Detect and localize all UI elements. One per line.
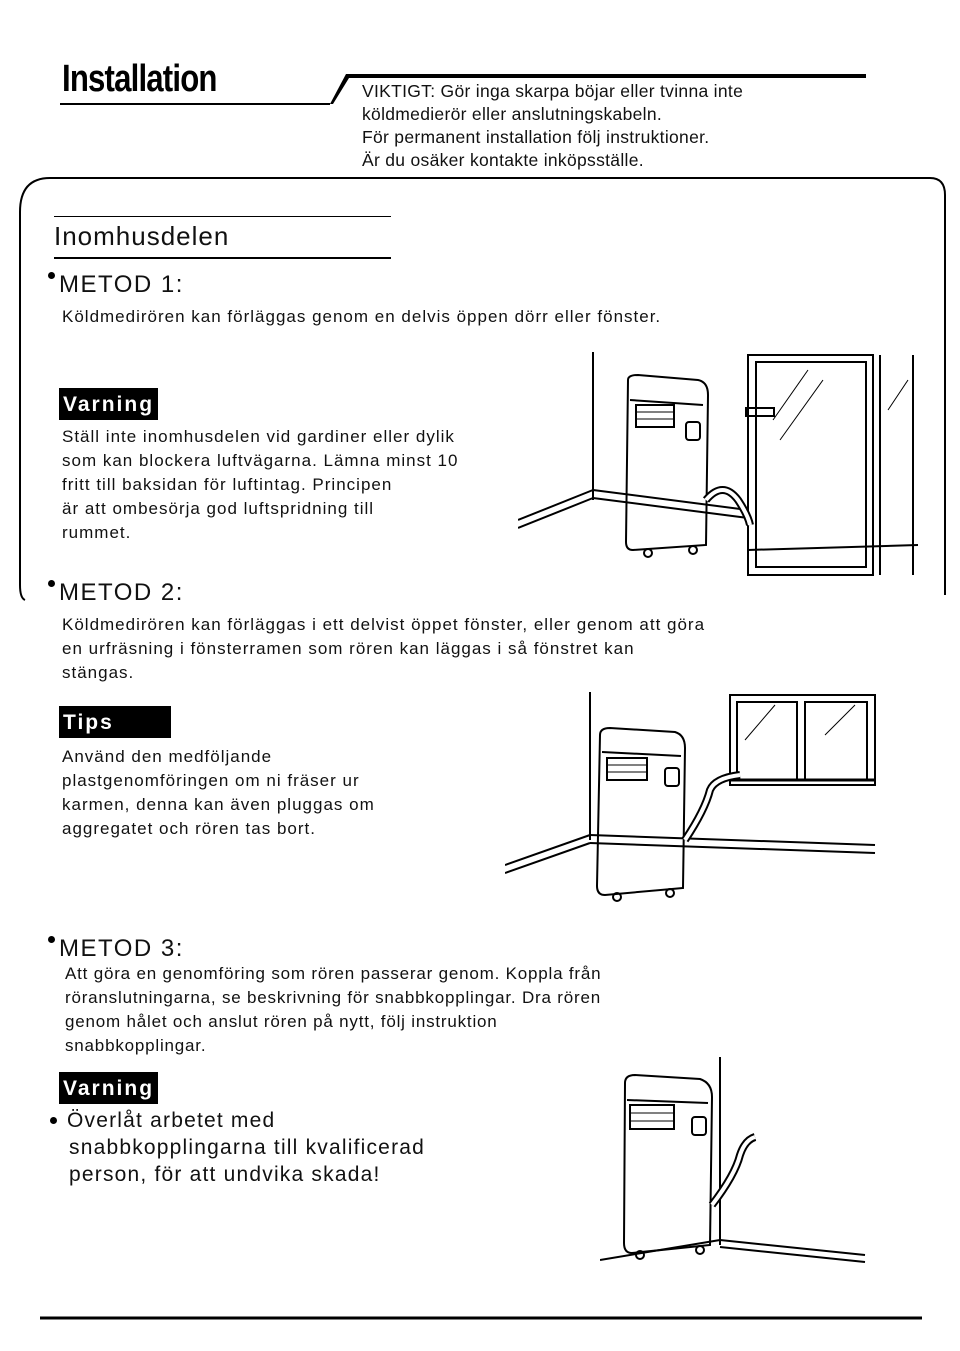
method2-tips-label: Tips <box>59 706 171 738</box>
method3-text: Att göra en genomföring som rören passerar genom. Koppla från röranslutningarna, se beskrivning för snabbkopplingar. Dra rören genom hålet och anslut rören på nytt, följ instruktion snabbkopplingar. <box>65 964 602 1055</box>
bullet-icon <box>48 580 55 587</box>
method3-warning-label: Varning <box>59 1072 158 1104</box>
bullet-icon <box>48 936 55 943</box>
method2-heading: METOD 2: <box>48 579 184 607</box>
section-title: Inomhusdelen <box>54 221 230 251</box>
important-notice <box>362 80 743 172</box>
method1-text: Köldmedirören kan förläggas genom en delvis öppen dörr eller fönster. <box>62 307 662 326</box>
method2-tips-text: Använd den medföljande plastgenomföringen om ni fräser ur karmen, denna kan även pluggas om aggregatet och rören tas bort. <box>62 747 375 838</box>
bullet-icon <box>48 272 55 279</box>
ac-door-illustration <box>518 350 918 580</box>
method3-heading: METOD 3: <box>48 935 184 963</box>
notice-line: köldmedierör eller anslutningskabeln. <box>362 104 663 124</box>
section-rule-top <box>54 216 391 217</box>
ac-window-illustration <box>505 690 880 905</box>
notice-line: VIKTIGT: Gör inga skarpa böjar eller tvinna inte <box>362 81 744 101</box>
method1-warning-text: Ställ inte inomhusdelen vid gardiner eller dylik som kan blockera luftvägarna. Lämna minst 10 fritt till baksidan för luftintag. Principen är att ombesörja god luftspridning till rummet. <box>62 427 459 542</box>
method3-warning-text: Överlåt arbetet med snabbkopplingarna till kvalificerad person, för att undvika skada! <box>50 1107 425 1188</box>
method1-heading: METOD 1: <box>48 271 184 299</box>
method1-warning-label: Varning <box>59 388 158 420</box>
notice-line: För permanent installation följ instruktioner. <box>362 127 710 147</box>
method2-text: Köldmedirören kan förläggas i ett delvist öppet fönster, eller genom att göra en urfräsning i fönsterramen som rören kan läggas i så fönstret kan stängas. <box>62 615 706 682</box>
bullet-icon <box>50 1117 57 1124</box>
page-title: Installation <box>62 58 217 100</box>
section-rule-bottom <box>54 257 391 259</box>
notice-line: Är du osäker kontakte inköpsställe. <box>362 150 644 170</box>
ac-wall-illustration <box>600 1055 870 1270</box>
